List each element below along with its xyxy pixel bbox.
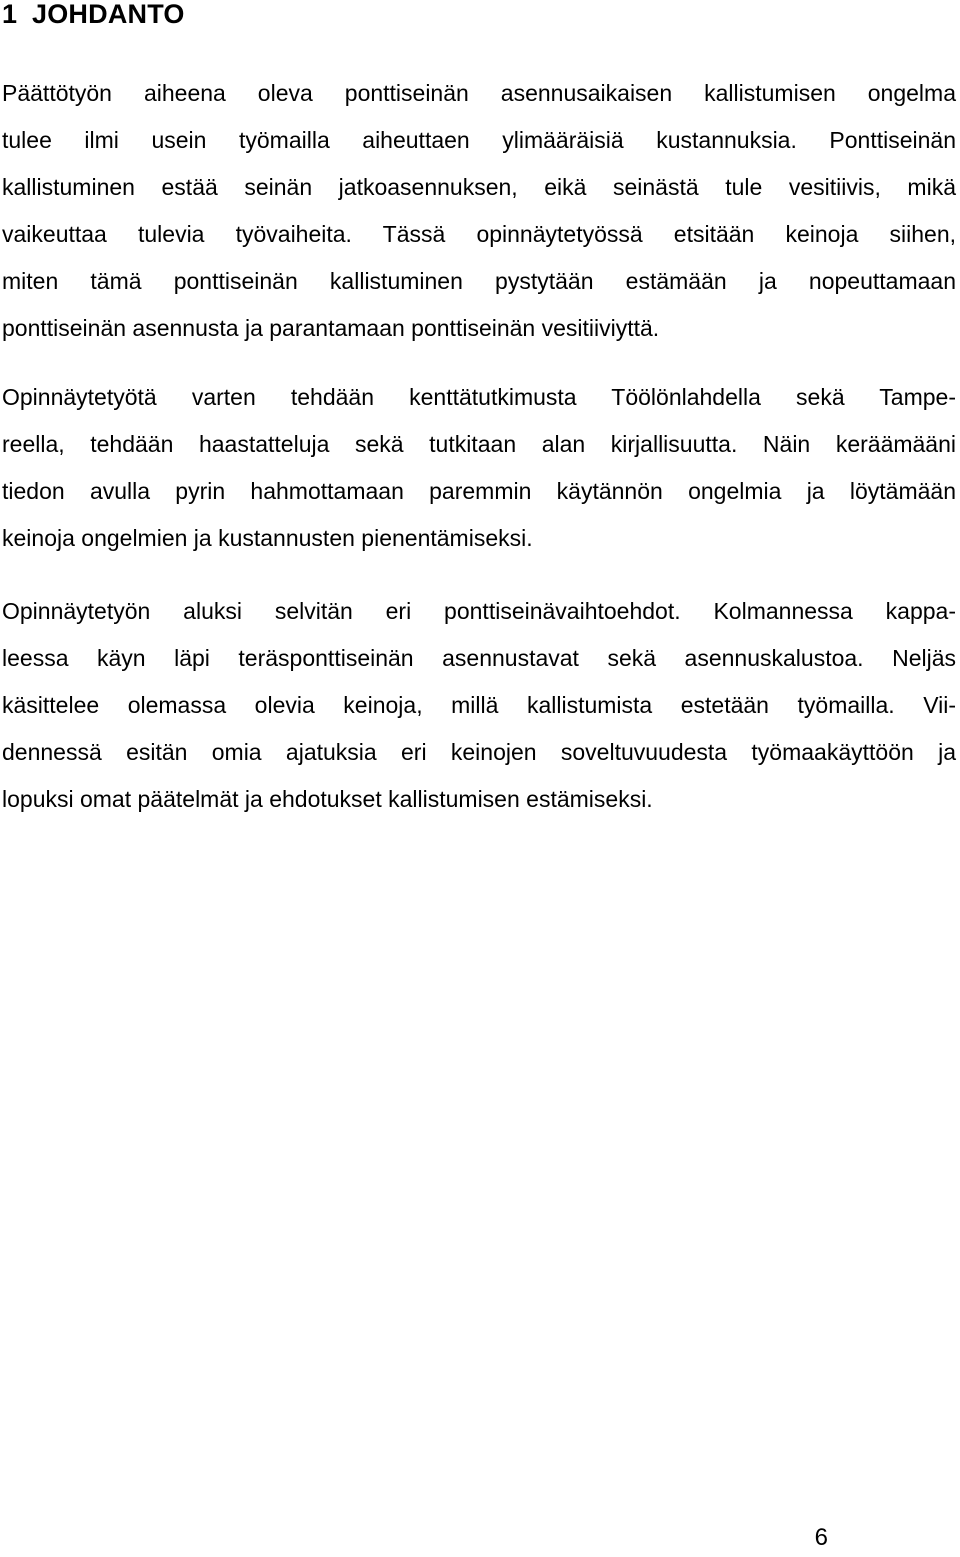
paragraph-line: Päättötyön aiheena oleva ponttiseinän asennusaikaisen kallistumisen ongelma	[2, 80, 956, 106]
paragraph-line: lopuksi omat päätelmät ja ehdotukset kallistumisen estämiseksi.	[2, 786, 653, 812]
paragraph-line: ponttiseinän asennusta ja parantamaan ponttiseinän vesitiiviyttä.	[2, 315, 660, 341]
paragraph-2	[2, 374, 956, 562]
paragraph-line: tiedon avulla pyrin hahmottamaan paremmin käytännön ongelmia ja löytämään	[2, 478, 956, 504]
paragraph-line: vaikeuttaa tulevia työvaiheita. Tässä opinnäytetyössä etsitään keinoja siihen,	[2, 221, 956, 247]
paragraph-3	[2, 588, 956, 823]
paragraph-line: kallistuminen estää seinän jatkoasennuksen, eikä seinästä tule vesitiivis, mikä	[2, 174, 956, 200]
page-number: 6	[814, 1524, 828, 1551]
paragraph-1	[2, 70, 956, 352]
chapter-heading	[2, 0, 185, 34]
chapter-title: JOHDANTO	[32, 0, 185, 29]
paragraph-line: tulee ilmi usein työmailla aiheuttaen ylimääräisiä kustannuksia. Ponttiseinän	[2, 127, 956, 153]
paragraph-line: leessa käyn läpi teräsponttiseinän asennustavat sekä asennuskalustoa. Neljäs	[2, 645, 956, 671]
paragraph-line: Opinnäytetyötä varten tehdään kenttätutkimusta Töölönlahdella sekä Tampe-	[2, 384, 956, 410]
chapter-number: 1	[2, 0, 18, 29]
paragraph-line: reella, tehdään haastatteluja sekä tutkitaan alan kirjallisuutta. Näin keräämääni	[2, 431, 956, 457]
paragraph-line: miten tämä ponttiseinän kallistuminen pystytään estämään ja nopeuttamaan	[2, 268, 956, 294]
paragraph-line: Opinnäytetyön aluksi selvitän eri ponttiseinävaihtoehdot. Kolmannessa kappa-	[2, 598, 956, 624]
paragraph-line: käsittelee olemassa olevia keinoja, millä kallistumista estetään työmailla. Vii-	[2, 692, 956, 718]
paragraph-line: dennessä esitän omia ajatuksia eri keinojen soveltuvuudesta työmaakäyttöön ja	[2, 739, 956, 765]
paragraph-line: keinoja ongelmien ja kustannusten pienentämiseksi.	[2, 525, 533, 551]
